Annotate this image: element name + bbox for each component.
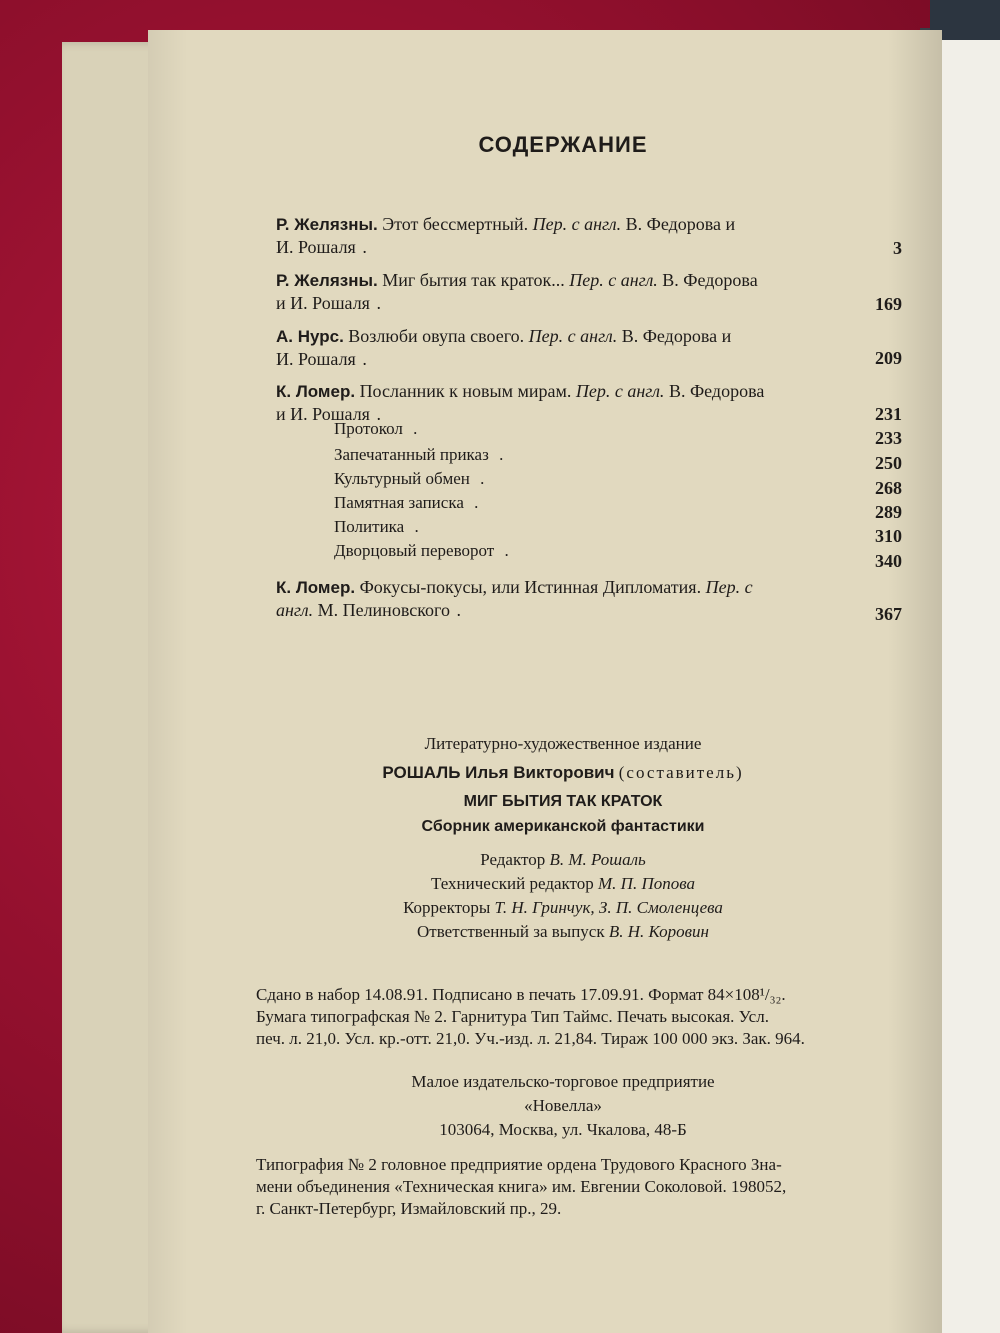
tech-editor-line — [148, 872, 942, 896]
printer-block — [256, 1154, 866, 1220]
toc-translation-note: Пер. с англ. — [569, 270, 658, 290]
toc-page-number: 231 — [875, 404, 902, 424]
toc-author: К. Ломер. — [276, 382, 356, 401]
toc-translation-note: Пер. с англ. — [575, 381, 665, 401]
toc-subentry-title: Памятная записка — [334, 493, 464, 512]
toc-leader: . — [449, 600, 463, 620]
toc-translation-note-cont: англ. — [276, 600, 314, 620]
toc-page-number: 310 — [875, 526, 902, 546]
correctors-names: Т. Н. Гринчук, З. П. Смоленцева — [494, 898, 723, 917]
toc-translation-note: Пер. с — [705, 577, 753, 597]
compiler-name: РОШАЛЬ Илья Викторович — [382, 763, 615, 782]
responsible-label: Ответственный за выпуск — [417, 922, 605, 941]
toc-leader: . — [355, 237, 369, 257]
toc-subentry — [334, 516, 844, 538]
toc-subentry-title: Политика — [334, 517, 405, 536]
toc-entry — [276, 269, 844, 315]
toc-leader: . — [355, 349, 369, 369]
toc-page-number: 340 — [875, 551, 902, 571]
printer-line: г. Санкт-Петербург, Измайловский пр., 29. — [256, 1199, 562, 1218]
toc-page-number: 289 — [875, 502, 902, 522]
toc-page-number: 3 — [893, 238, 902, 258]
toc-translators: В. Федорова и — [621, 326, 732, 346]
toc-subentry — [334, 444, 844, 466]
toc-work-title: Фокусы-покусы, или Истинная Дипломатия. — [359, 577, 702, 597]
toc-leader: . — [463, 493, 485, 512]
toc-subentry-title: Запечатанный приказ — [334, 445, 489, 464]
compiler-role: (составитель) — [618, 763, 744, 782]
toc-leader: . — [469, 469, 491, 488]
toc-subentry-title: Протокол — [334, 419, 403, 438]
toc-leader: . — [494, 541, 515, 560]
toc-translators: В. Федорова — [668, 381, 765, 401]
responsible-line — [148, 920, 942, 944]
book-subtitle: Сборник американской фантастики — [421, 818, 705, 835]
toc-translators-cont: и И. Рошаля — [276, 293, 370, 313]
editor-name: В. М. Рошаль — [549, 850, 646, 869]
toc-page-number: 169 — [875, 294, 902, 314]
toc-heading: СОДЕРЖАНИЕ — [478, 132, 648, 157]
editor-line — [148, 848, 942, 872]
publisher-name: Малое издательско-торговое предприятие — [411, 1072, 715, 1091]
toc-leader: . — [404, 517, 425, 536]
toc-translators-cont: и И. Рошаля — [276, 404, 370, 424]
edition-type: Литературно-художественное издание — [424, 734, 702, 753]
tech-editor-name: М. П. Попова — [598, 874, 695, 893]
toc-author: К. Ломер. — [276, 578, 356, 597]
toc-entry — [276, 576, 844, 622]
toc-entry — [276, 325, 844, 371]
toc-translators-cont: И. Рошаля — [276, 349, 356, 369]
toc-subentry — [334, 492, 844, 514]
toc-translators: В. Федорова и — [625, 214, 736, 234]
toc-work-title: Этот бессмертный. — [382, 214, 529, 234]
toc-subentry — [334, 418, 844, 440]
toc-translation-note: Пер. с англ. — [528, 326, 618, 346]
toc-subentry-title: Культурный обмен — [334, 469, 470, 488]
toc-page-number: 233 — [875, 428, 902, 448]
publisher-address: 103064, Москва, ул. Чкалова, 48-Б — [439, 1120, 687, 1139]
compiler-line — [148, 761, 942, 785]
book-title: МИГ БЫТИЯ ТАК КРАТОК — [463, 793, 663, 810]
printer-line: мени объединения «Техническая книга» им. Евгении Соколовой. 198052, — [256, 1177, 787, 1196]
toc-subentry — [334, 540, 844, 562]
imprint-line: печ. л. 21,0. Усл. кр.-отт. 21,0. Уч.-изд. л. 21,84. Тираж 100 000 экз. Зак. 964. — [256, 1029, 805, 1048]
imprint-block — [256, 984, 866, 1050]
toc-leader: . — [369, 404, 383, 424]
toc-page-number: 250 — [875, 453, 902, 473]
toc-author: А. Нурс. — [276, 327, 344, 346]
toc-work-title: Посланник к новым мирам. — [359, 381, 572, 401]
toc-leader: . — [488, 445, 510, 464]
next-page-edge — [942, 34, 1000, 1333]
tech-editor-label: Технический редактор — [430, 874, 594, 893]
publisher-brand: «Новелла» — [524, 1096, 602, 1115]
toc-page-number: 268 — [875, 478, 902, 498]
toc-work-title: Возлюби овупа своего. — [348, 326, 525, 346]
toc-translation-note: Пер. с англ. — [532, 214, 622, 234]
toc-page-number: 367 — [875, 604, 902, 624]
editor-label: Редактор — [480, 850, 546, 869]
toc-author: Р. Желязны. — [276, 215, 378, 234]
toc-author: Р. Желязны. — [276, 271, 378, 290]
book-page — [148, 30, 942, 1333]
toc-page-number: 209 — [875, 348, 902, 368]
toc-entry — [276, 213, 844, 259]
toc-leader: . — [369, 293, 383, 313]
responsible-name: В. Н. Коровин — [608, 922, 709, 941]
toc-translators: В. Федорова — [662, 270, 758, 290]
toc-work-title: Миг бытия так краток... — [382, 270, 565, 290]
printer-line: Типография № 2 головное предприятие ордена Трудового Красного Зна- — [256, 1155, 782, 1174]
toc-translators: М. Пелиновского — [317, 600, 450, 620]
toc-subentry — [334, 468, 844, 490]
correctors-label: Корректоры — [403, 898, 491, 917]
imprint-line: Сдано в набор 14.08.91. Подписано в печать 17.09.91. Формат 84×108¹/₃₂. — [256, 985, 786, 1004]
toc-leader: . — [402, 419, 424, 438]
toc-translators-cont: И. Рошаля — [276, 237, 356, 257]
correctors-line — [148, 896, 942, 920]
toc-subentry-title: Дворцовый переворот — [334, 541, 495, 560]
imprint-line: Бумага типографская № 2. Гарнитура Тип Таймс. Печать высокая. Усл. — [256, 1007, 769, 1026]
